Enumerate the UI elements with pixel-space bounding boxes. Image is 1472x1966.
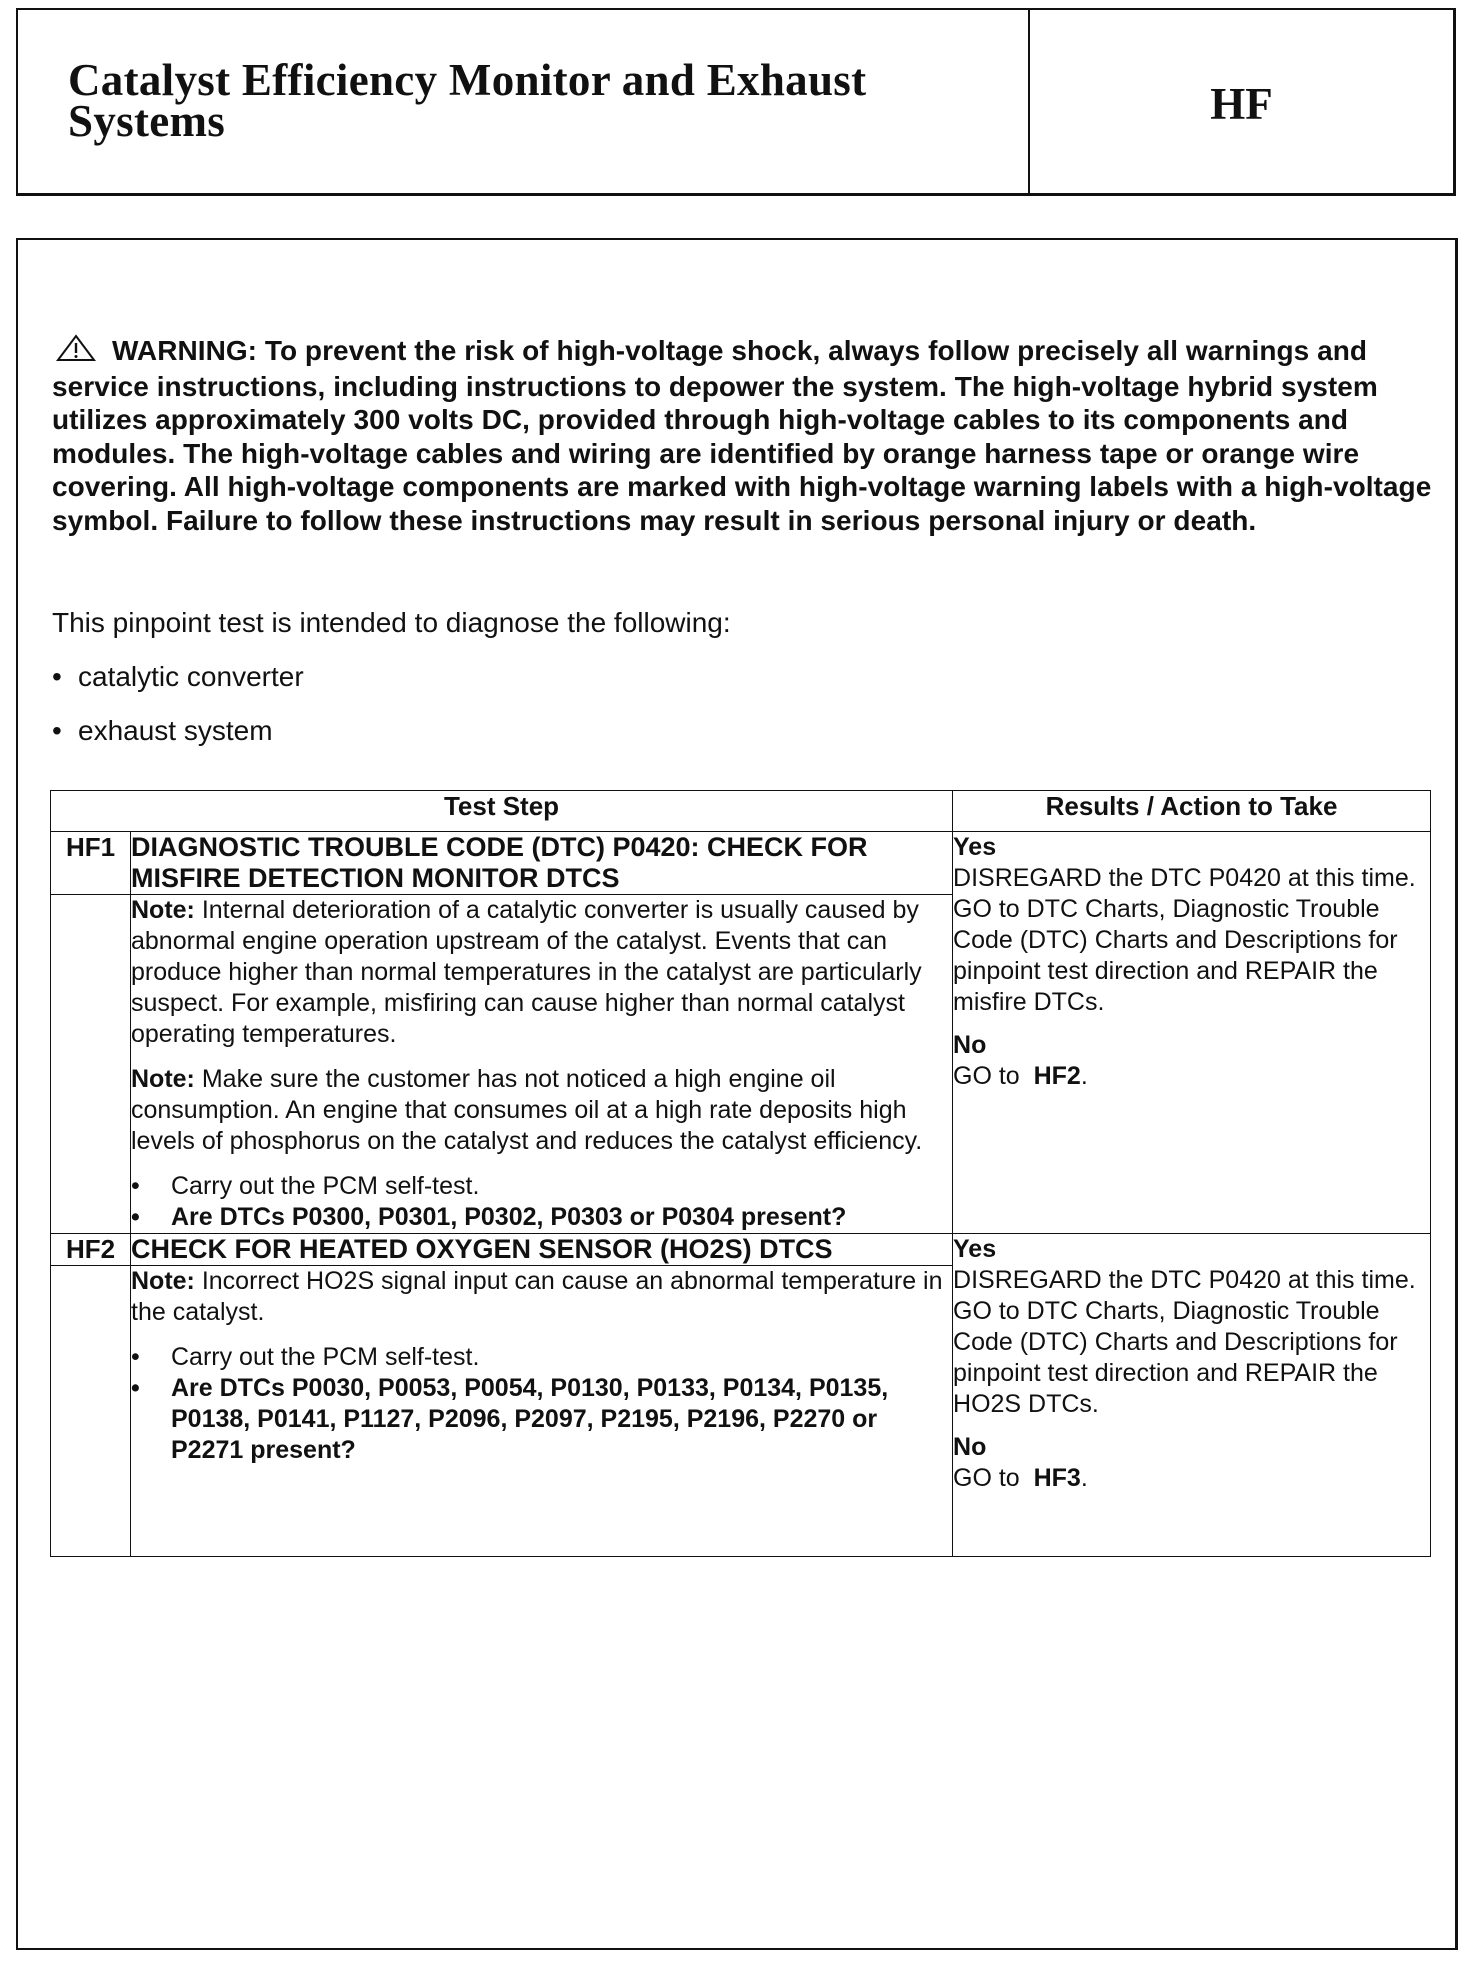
list-item: • exhaust system bbox=[52, 715, 273, 746]
step-action: • Carry out the PCM self-test. bbox=[131, 1172, 480, 1200]
goto-step-link[interactable]: HF3 bbox=[1033, 1464, 1081, 1492]
step-result bbox=[953, 1234, 1431, 1557]
table-row bbox=[51, 832, 1431, 895]
note-label: Note: bbox=[131, 1267, 195, 1295]
content-frame bbox=[16, 238, 1458, 1950]
goto-step-link[interactable]: HF2 bbox=[1033, 1062, 1081, 1090]
step-result bbox=[953, 832, 1431, 1234]
section-title-line2: Systems bbox=[68, 96, 226, 146]
col-header-test-step: Test Step bbox=[51, 791, 953, 832]
list-item: • catalytic converter bbox=[52, 661, 304, 692]
step-code: HF2 bbox=[51, 1234, 131, 1266]
no-action bbox=[953, 1061, 1430, 1092]
step-body bbox=[131, 895, 953, 1234]
note-text: Internal deterioration of a catalytic converter is usually caused by abnormal engine operation upstream of the catalyst. Events that can produce higher than normal temperatures in the catalyst are particularly suspect. For example, misfiring can cause higher than normal catalyst operating temperatures. bbox=[131, 896, 922, 1048]
no-label: No bbox=[953, 1433, 987, 1461]
step-note bbox=[131, 1266, 952, 1328]
step-body bbox=[131, 1266, 953, 1557]
note-text: Make sure the customer has not noticed a high engine oil consumption. An engine that consumes oil at a high rate deposits high levels of phosphorus on the catalyst and reduces the catalyst efficiency. bbox=[131, 1065, 923, 1155]
step-title: CHECK FOR HEATED OXYGEN SENSOR (HO2S) DTCS bbox=[131, 1234, 953, 1266]
step-action-text: Carry out the PCM self-test. bbox=[171, 1172, 480, 1200]
yes-action: DISREGARD the DTC P0420 at this time. GO to DTC Charts, Diagnostic Trouble Code (DTC) Charts and Descriptions for pinpoint test direction and REPAIR the HO2S DTCs. bbox=[953, 1266, 1416, 1418]
step-question-text: Are DTCs P0300, P0301, P0302, P0303 or P0304 present? bbox=[171, 1203, 847, 1231]
warning-triangle-icon bbox=[56, 334, 96, 370]
section-title-line1: Catalyst Efficiency Monitor and Exhaust bbox=[68, 55, 867, 105]
list-item-text: catalytic converter bbox=[78, 661, 304, 692]
no-label: No bbox=[953, 1031, 987, 1059]
pinpoint-test-table bbox=[50, 790, 1431, 1557]
section-code: HF bbox=[1210, 78, 1273, 129]
step-action-text: Carry out the PCM self-test. bbox=[171, 1343, 480, 1371]
no-action-prefix: GO to bbox=[953, 1062, 1020, 1090]
intro-text: This pinpoint test is intended to diagnose the following: bbox=[52, 607, 731, 638]
table-row bbox=[51, 1234, 1431, 1266]
note-label: Note: bbox=[131, 896, 195, 924]
step-code-blank bbox=[51, 1266, 131, 1557]
yes-label: Yes bbox=[953, 833, 997, 861]
warning-text: WARNING: To prevent the risk of high-voltage shock, always follow precisely all warnings and service instructions, including instructions to depower the system. The high-voltage hybrid system utilizes approximately 300 volts DC, provided through high-voltage cables to its components and modules. The high-voltage cables and wiring are identified by orange harness tape or orange wire covering. All high-voltage components are marked with high-voltage warning labels with a high-voltage symbol. Failure to follow these instructions may result in serious personal injury or death. bbox=[52, 335, 1432, 536]
yes-label: Yes bbox=[953, 1235, 997, 1263]
no-action-suffix: . bbox=[1080, 1464, 1088, 1492]
no-action-suffix: . bbox=[1080, 1062, 1088, 1090]
warning-block bbox=[52, 334, 1432, 537]
page-header bbox=[16, 8, 1456, 196]
col-header-results: Results / Action to Take bbox=[953, 791, 1431, 832]
list-item-text: exhaust system bbox=[78, 715, 273, 746]
step-code: HF1 bbox=[51, 832, 131, 895]
step-action: • Carry out the PCM self-test. bbox=[131, 1343, 480, 1371]
step-question: • Are DTCs P0300, P0301, P0302, P0303 or P0304 present? bbox=[131, 1203, 847, 1231]
step-question: • Are DTCs P0030, P0053, P0054, P0130, P0133, P0134, P0135, P0138, P0141, P1127, P2096, P2097, P2195, P2196, P2270 or P2271 present? bbox=[131, 1374, 889, 1464]
step-code-blank bbox=[51, 895, 131, 1234]
no-action bbox=[953, 1463, 1430, 1494]
step-note bbox=[131, 1064, 952, 1157]
step-question-text: Are DTCs P0030, P0053, P0054, P0130, P0133, P0134, P0135, P0138, P0141, P1127, P2096, P2097, P2195, P2196, P2270 or P2271 present? bbox=[171, 1374, 889, 1464]
step-note bbox=[131, 895, 952, 1050]
note-text: Incorrect HO2S signal input can cause an abnormal temperature in the catalyst. bbox=[131, 1267, 943, 1326]
yes-action: DISREGARD the DTC P0420 at this time. GO to DTC Charts, Diagnostic Trouble Code (DTC) Charts and Descriptions for pinpoint test direction and REPAIR the misfire DTCs. bbox=[953, 864, 1416, 1016]
note-label: Note: bbox=[131, 1065, 195, 1093]
step-title: DIAGNOSTIC TROUBLE CODE (DTC) P0420: CHECK FOR MISFIRE DETECTION MONITOR DTCS bbox=[131, 832, 953, 895]
no-action-prefix: GO to bbox=[953, 1464, 1020, 1492]
section-title bbox=[18, 10, 1030, 193]
